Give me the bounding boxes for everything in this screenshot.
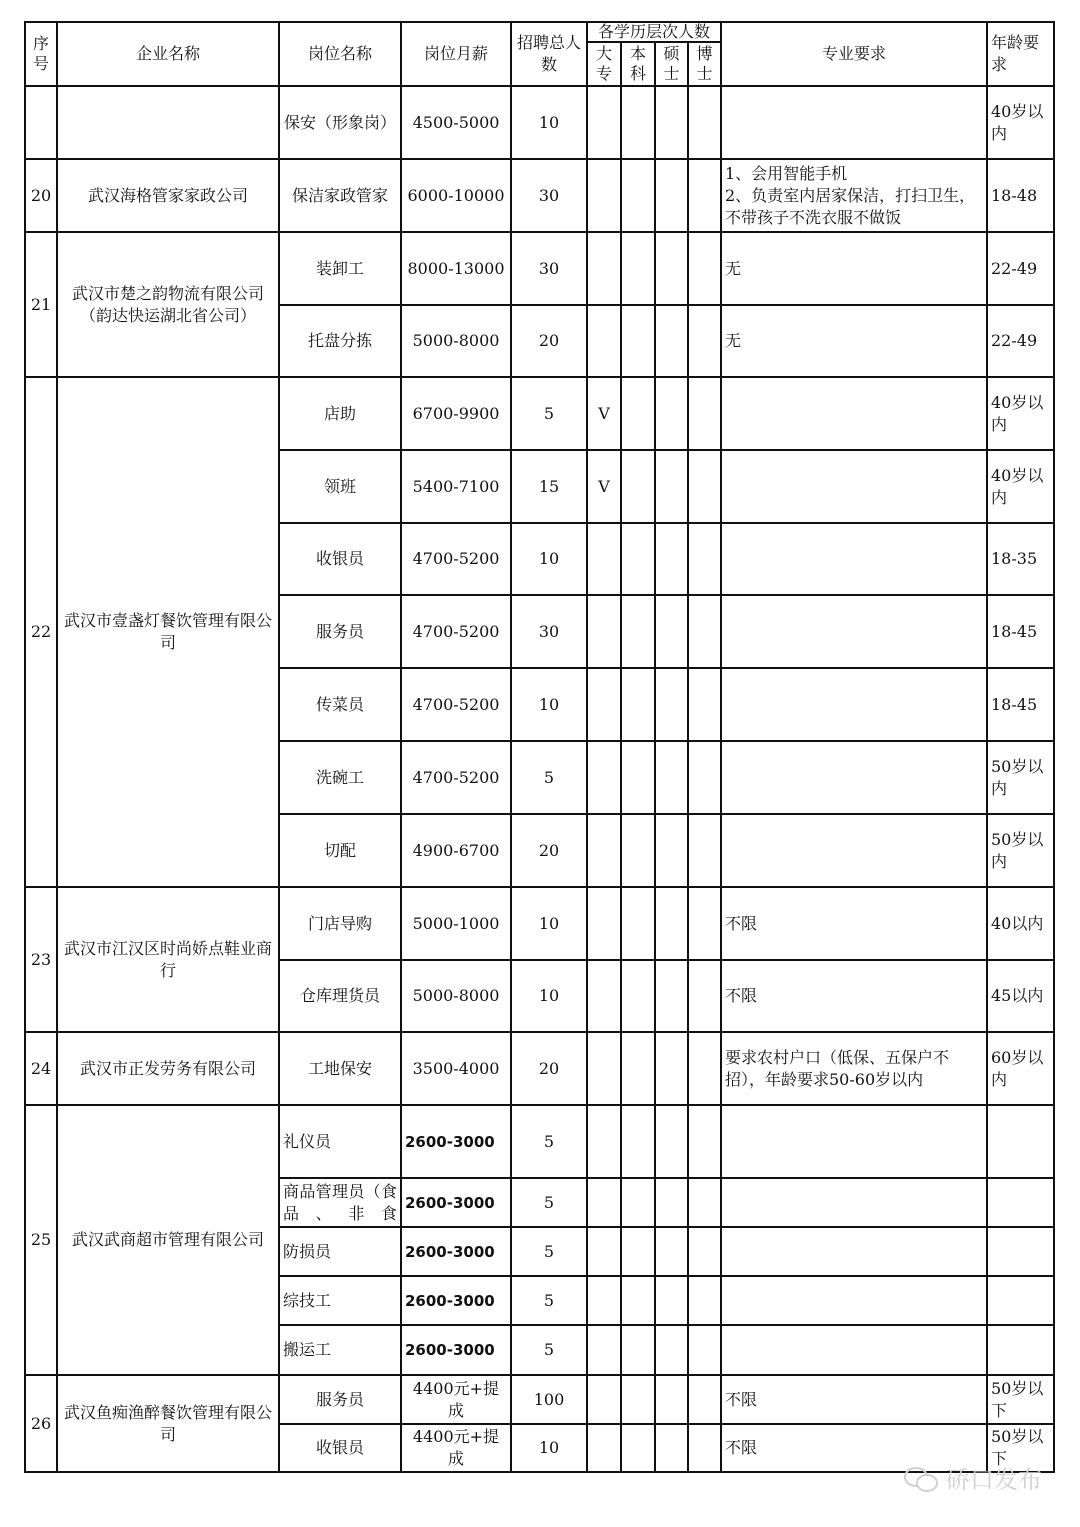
row-position: 防损员: [279, 1227, 401, 1276]
header-edu-shuoshi: 硕士: [655, 42, 688, 86]
row-edu-3: [688, 1032, 721, 1105]
header-edu-group: 各学历层次人数: [587, 22, 721, 42]
header-row: [25, 22, 1054, 42]
row-edu-3: [688, 232, 721, 305]
row-salary: 6000-10000: [401, 159, 511, 232]
row-major: [721, 523, 987, 595]
header-position: 岗位名称: [279, 22, 401, 86]
row-edu-3: [688, 741, 721, 814]
row-age: 50岁以下: [987, 1375, 1054, 1424]
row-edu-0: [587, 1227, 621, 1276]
row-edu-0: [587, 86, 621, 159]
table-row: [25, 1032, 1054, 1105]
row-edu-2: [655, 960, 688, 1032]
row-age: 50岁以内: [987, 814, 1054, 887]
row-age: 18-45: [987, 595, 1054, 668]
row-major: [721, 1325, 987, 1375]
row-edu-1: [621, 232, 655, 305]
row-edu-1: [621, 814, 655, 887]
row-edu-2: [655, 1105, 688, 1178]
row-edu-0: V: [587, 450, 621, 523]
row-edu-0: [587, 232, 621, 305]
job-table: [24, 21, 1055, 1473]
row-edu-3: [688, 1375, 721, 1424]
row-company: 武汉市楚之韵物流有限公司（韵达快运湖北省公司）: [57, 232, 279, 377]
row-edu-0: [587, 1325, 621, 1375]
row-position: 传菜员: [279, 668, 401, 741]
row-count: 30: [511, 595, 587, 668]
row-salary: 2600-3000: [401, 1276, 511, 1325]
row-edu-0: [587, 887, 621, 960]
row-count: 30: [511, 159, 587, 232]
row-edu-3: [688, 887, 721, 960]
row-age: 60岁以内: [987, 1032, 1054, 1105]
row-count: 10: [511, 86, 587, 159]
row-edu-1: [621, 1032, 655, 1105]
row-position: 综技工: [279, 1276, 401, 1325]
row-seq: 26: [25, 1375, 57, 1472]
row-salary: 5400-7100: [401, 450, 511, 523]
row-edu-2: [655, 1178, 688, 1227]
row-seq: 23: [25, 887, 57, 1032]
row-count: 10: [511, 523, 587, 595]
row-count: 10: [511, 887, 587, 960]
row-count: 5: [511, 741, 587, 814]
row-edu-2: [655, 450, 688, 523]
row-major: [721, 1276, 987, 1325]
row-position: 收银员: [279, 1424, 401, 1472]
row-edu-2: [655, 1375, 688, 1424]
row-edu-1: [621, 1105, 655, 1178]
row-major: [721, 1227, 987, 1276]
row-position: 领班: [279, 450, 401, 523]
row-salary: 2600-3000: [401, 1178, 511, 1227]
row-major: [721, 1105, 987, 1178]
row-major: [721, 1178, 987, 1227]
table-row: [25, 159, 1054, 232]
row-salary: 4400元+提成: [401, 1424, 511, 1472]
row-edu-3: [688, 814, 721, 887]
row-company: [57, 86, 279, 159]
row-salary: 2600-3000: [401, 1105, 511, 1178]
row-company: 武汉海格管家家政公司: [57, 159, 279, 232]
table-row: [25, 86, 1054, 159]
row-age: [987, 1178, 1054, 1227]
row-salary: 4400元+提成: [401, 1375, 511, 1424]
row-edu-3: [688, 86, 721, 159]
row-edu-0: [587, 668, 621, 741]
row-edu-1: [621, 1276, 655, 1325]
row-position: 切配: [279, 814, 401, 887]
row-salary: 4700-5200: [401, 523, 511, 595]
row-major: 不限: [721, 1424, 987, 1472]
row-edu-3: [688, 305, 721, 377]
row-age: 40岁以内: [987, 377, 1054, 450]
row-edu-1: [621, 523, 655, 595]
row-salary: 5000-8000: [401, 960, 511, 1032]
table-row: [25, 1375, 1054, 1424]
row-major: 不限: [721, 1375, 987, 1424]
row-edu-2: [655, 1032, 688, 1105]
row-major: [721, 377, 987, 450]
row-salary: 5000-8000: [401, 305, 511, 377]
header-edu-boshi: 博士: [688, 42, 721, 86]
row-edu-2: [655, 523, 688, 595]
row-edu-1: [621, 668, 655, 741]
row-age: 18-45: [987, 668, 1054, 741]
row-company: 武汉市壹盏灯餐饮管理有限公司: [57, 377, 279, 887]
row-major: [721, 595, 987, 668]
row-edu-0: V: [587, 377, 621, 450]
row-edu-3: [688, 1178, 721, 1227]
row-edu-0: [587, 741, 621, 814]
row-count: 10: [511, 668, 587, 741]
row-age: [987, 1276, 1054, 1325]
row-age: 40岁以内: [987, 450, 1054, 523]
table-row: [25, 887, 1054, 960]
row-salary: 8000-13000: [401, 232, 511, 305]
row-count: 10: [511, 960, 587, 1032]
row-edu-1: [621, 1325, 655, 1375]
row-count: 15: [511, 450, 587, 523]
row-edu-3: [688, 1105, 721, 1178]
row-position: 装卸工: [279, 232, 401, 305]
watermark: [904, 1460, 1042, 1495]
row-age: 22-49: [987, 232, 1054, 305]
row-edu-1: [621, 741, 655, 814]
row-edu-3: [688, 595, 721, 668]
row-edu-1: [621, 159, 655, 232]
row-position: 保安（形象岗）: [279, 86, 401, 159]
row-salary: 3500-4000: [401, 1032, 511, 1105]
row-seq: [25, 86, 57, 159]
table-row: [25, 1105, 1054, 1178]
row-edu-0: [587, 1032, 621, 1105]
row-seq: 25: [25, 1105, 57, 1375]
row-position: 服务员: [279, 595, 401, 668]
row-count: 30: [511, 232, 587, 305]
row-company: 武汉鱼痴渔醉餐饮管理有限公司: [57, 1375, 279, 1472]
row-edu-3: [688, 1227, 721, 1276]
row-major: 1、会用智能手机 2、负责室内居家保洁，打扫卫生，不带孩子不洗衣服不做饭: [721, 159, 987, 232]
row-major: [721, 668, 987, 741]
row-edu-1: [621, 1375, 655, 1424]
row-salary: 4700-5200: [401, 668, 511, 741]
row-major: 无: [721, 305, 987, 377]
row-edu-1: [621, 960, 655, 1032]
row-edu-1: [621, 1424, 655, 1472]
header-salary: 岗位月薪: [401, 22, 511, 86]
row-salary: 4900-6700: [401, 814, 511, 887]
row-edu-2: [655, 1325, 688, 1375]
row-count: 10: [511, 1424, 587, 1472]
header-edu-dazhuan: 大专: [587, 42, 621, 86]
row-count: 20: [511, 305, 587, 377]
watermark-text: 硚口发布: [946, 1466, 1042, 1494]
row-position: 门店导购: [279, 887, 401, 960]
row-edu-3: [688, 377, 721, 450]
row-position: 商品管理员（食品、非食: [279, 1178, 401, 1227]
row-company: 武汉市江汉区时尚娇点鞋业商行: [57, 887, 279, 1032]
row-salary: 2600-3000: [401, 1227, 511, 1276]
row-edu-2: [655, 1227, 688, 1276]
row-edu-3: [688, 668, 721, 741]
row-position: 托盘分拣: [279, 305, 401, 377]
row-age: [987, 1227, 1054, 1276]
row-count: 5: [511, 1227, 587, 1276]
header-edu-benke: 本科: [621, 42, 655, 86]
row-edu-0: [587, 1276, 621, 1325]
row-age: 50岁以内: [987, 741, 1054, 814]
row-seq: 24: [25, 1032, 57, 1105]
row-salary: 5000-1000: [401, 887, 511, 960]
row-salary: 2600-3000: [401, 1325, 511, 1375]
row-edu-2: [655, 1276, 688, 1325]
row-edu-1: [621, 1178, 655, 1227]
row-position: 洗碗工: [279, 741, 401, 814]
table-row: [25, 232, 1054, 305]
row-company: 武汉武商超市管理有限公司: [57, 1105, 279, 1375]
row-age: 18-48: [987, 159, 1054, 232]
row-edu-2: [655, 377, 688, 450]
row-count: 5: [511, 1178, 587, 1227]
row-position: 服务员: [279, 1375, 401, 1424]
row-position: 搬运工: [279, 1325, 401, 1375]
row-position: 保洁家政管家: [279, 159, 401, 232]
header-major: 专业要求: [721, 22, 987, 86]
row-edu-3: [688, 523, 721, 595]
row-edu-2: [655, 887, 688, 960]
row-edu-0: [587, 1375, 621, 1424]
row-position: 礼仪员: [279, 1105, 401, 1178]
row-edu-2: [655, 668, 688, 741]
row-edu-2: [655, 86, 688, 159]
row-edu-2: [655, 305, 688, 377]
row-edu-2: [655, 1424, 688, 1472]
row-company: 武汉市正发劳务有限公司: [57, 1032, 279, 1105]
row-edu-1: [621, 305, 655, 377]
row-count: 20: [511, 1032, 587, 1105]
row-major: [721, 741, 987, 814]
row-edu-1: [621, 595, 655, 668]
header-seq: 序号: [25, 22, 57, 86]
row-position: 店助: [279, 377, 401, 450]
row-age: [987, 1325, 1054, 1375]
row-count: 5: [511, 1105, 587, 1178]
row-edu-1: [621, 86, 655, 159]
row-count: 5: [511, 1325, 587, 1375]
row-edu-0: [587, 159, 621, 232]
row-age: 40以内: [987, 887, 1054, 960]
row-position: 收银员: [279, 523, 401, 595]
row-edu-2: [655, 814, 688, 887]
header-company: 企业名称: [57, 22, 279, 86]
row-edu-3: [688, 1424, 721, 1472]
row-salary: 4500-5000: [401, 86, 511, 159]
row-seq: 21: [25, 232, 57, 377]
row-count: 100: [511, 1375, 587, 1424]
row-seq: 20: [25, 159, 57, 232]
row-count: 5: [511, 377, 587, 450]
row-salary: 6700-9900: [401, 377, 511, 450]
row-salary: 4700-5200: [401, 741, 511, 814]
table-row: [25, 377, 1054, 450]
row-seq: 22: [25, 377, 57, 887]
row-position: 仓库理货员: [279, 960, 401, 1032]
row-edu-0: [587, 305, 621, 377]
row-edu-0: [587, 523, 621, 595]
row-major: [721, 450, 987, 523]
header-age: 年龄要求: [987, 22, 1054, 86]
row-edu-2: [655, 159, 688, 232]
row-edu-0: [587, 1178, 621, 1227]
row-age: 18-35: [987, 523, 1054, 595]
row-major: 要求农村户口（低保、五保户不招），年龄要求50-60岁以内: [721, 1032, 987, 1105]
row-edu-1: [621, 1227, 655, 1276]
row-count: 20: [511, 814, 587, 887]
row-count: 5: [511, 1276, 587, 1325]
row-age: 45以内: [987, 960, 1054, 1032]
row-age: [987, 1105, 1054, 1178]
row-edu-1: [621, 450, 655, 523]
row-age: 22-49: [987, 305, 1054, 377]
row-edu-1: [621, 377, 655, 450]
row-age: 40岁以内: [987, 86, 1054, 159]
row-salary: 4700-5200: [401, 595, 511, 668]
header-total: 招聘总人数: [511, 22, 587, 86]
row-edu-3: [688, 159, 721, 232]
row-age: 50岁以下: [987, 1424, 1054, 1472]
row-edu-3: [688, 960, 721, 1032]
row-major: [721, 86, 987, 159]
row-major: 不限: [721, 960, 987, 1032]
row-edu-2: [655, 595, 688, 668]
row-edu-0: [587, 1105, 621, 1178]
row-major: 无: [721, 232, 987, 305]
row-edu-1: [621, 887, 655, 960]
row-edu-3: [688, 1276, 721, 1325]
row-edu-0: [587, 595, 621, 668]
row-edu-2: [655, 232, 688, 305]
row-edu-2: [655, 741, 688, 814]
row-edu-0: [587, 960, 621, 1032]
row-edu-3: [688, 1325, 721, 1375]
row-position: 工地保安: [279, 1032, 401, 1105]
row-edu-0: [587, 814, 621, 887]
wechat-icon: [904, 1465, 938, 1491]
row-edu-3: [688, 450, 721, 523]
row-edu-0: [587, 1424, 621, 1472]
row-major: 不限: [721, 887, 987, 960]
row-major: [721, 814, 987, 887]
